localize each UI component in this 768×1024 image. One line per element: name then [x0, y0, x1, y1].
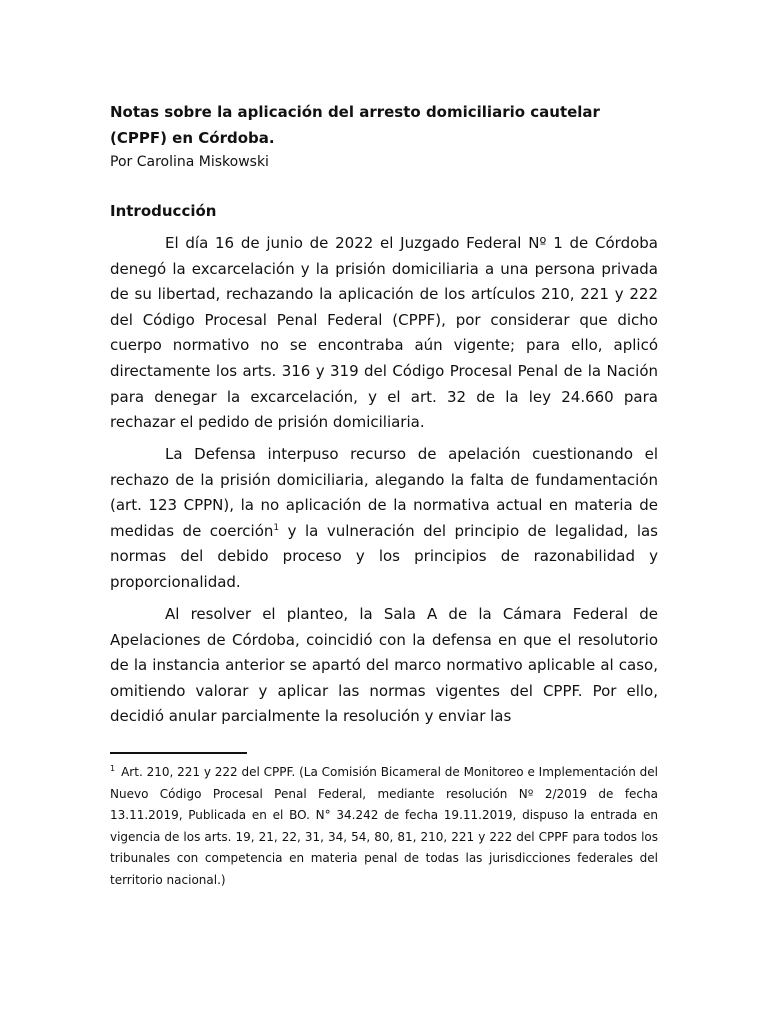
- paragraph-3: Al resolver el planteo, la Sala A de la Cámara Federal de Apelaciones de Córdoba, coincidió con la defensa en que el resolutorio de la instancia anterior se apartó del marco normativo aplicable al caso, omitiendo valorar y aplicar las normas vigentes del CPPF. Por ello, decidió anular parcialmente la resolución y enviar las: [110, 605, 658, 726]
- footnote: [110, 762, 658, 891]
- footnote-separator: [110, 752, 247, 754]
- footnote-marker: 1: [110, 764, 116, 773]
- document-title: Notas sobre la aplicación del arresto domiciliario cautelar (CPPF) en Córdoba.: [110, 103, 600, 147]
- paragraph-1: El día 16 de junio de 2022 el Juzgado Federal Nº 1 de Córdoba denegó la excarcelación y la prisión domiciliaria a una persona privada de su libertad, rechazando la aplicación de los artículos 210, 221 y 222 del Código Procesal Penal Federal (CPPF), por considerar que dicho cuerpo normativo no se encontraba aún vigente; para ello, aplicó directamente los arts. 316 y 319 del Código Procesal Penal de la Nación para denegar la excarcelación, y el art. 32 de la ley 24.660 para rechazar el pedido de prisión domiciliaria.: [110, 234, 658, 432]
- footnote-reference[interactable]: 1: [273, 522, 280, 533]
- paragraph-2-text-after: y la vulneración del principio de legalidad, las normas del debido proceso y los principios de razonabilidad y proporcionalidad.: [110, 521, 658, 591]
- paragraph-2: [110, 442, 658, 596]
- paragraph-2-text-before: La Defensa interpuso recurso de apelación cuestionando el rechazo de la prisión domiciliaria, alegando la falta de fundamentación (art. 123 CPPN), la no aplicación de la normativa actual en materia de medidas de coerción: [110, 445, 658, 540]
- footnote-text: Art. 210, 221 y 222 del CPPF. (La Comisión Bicameral de Monitoreo e Implementación del Nuevo Código Procesal Penal Federal, mediante resolución Nº 2/2019 de fecha 13.11.2019, Publicada en el BO. N° 34.242 de fecha 19.11.2019, dispuso la entrada en vigencia de los arts. 19, 21, 22, 31, 34, 54, 80, 81, 210, 221 y 222 del CPPF para todos los tribunales con competencia en materia penal de todas las jurisdicciones federales del territorio nacional.): [110, 765, 658, 887]
- section-heading: Introducción: [110, 202, 217, 220]
- document-author: Por Carolina Miskowski: [110, 154, 269, 170]
